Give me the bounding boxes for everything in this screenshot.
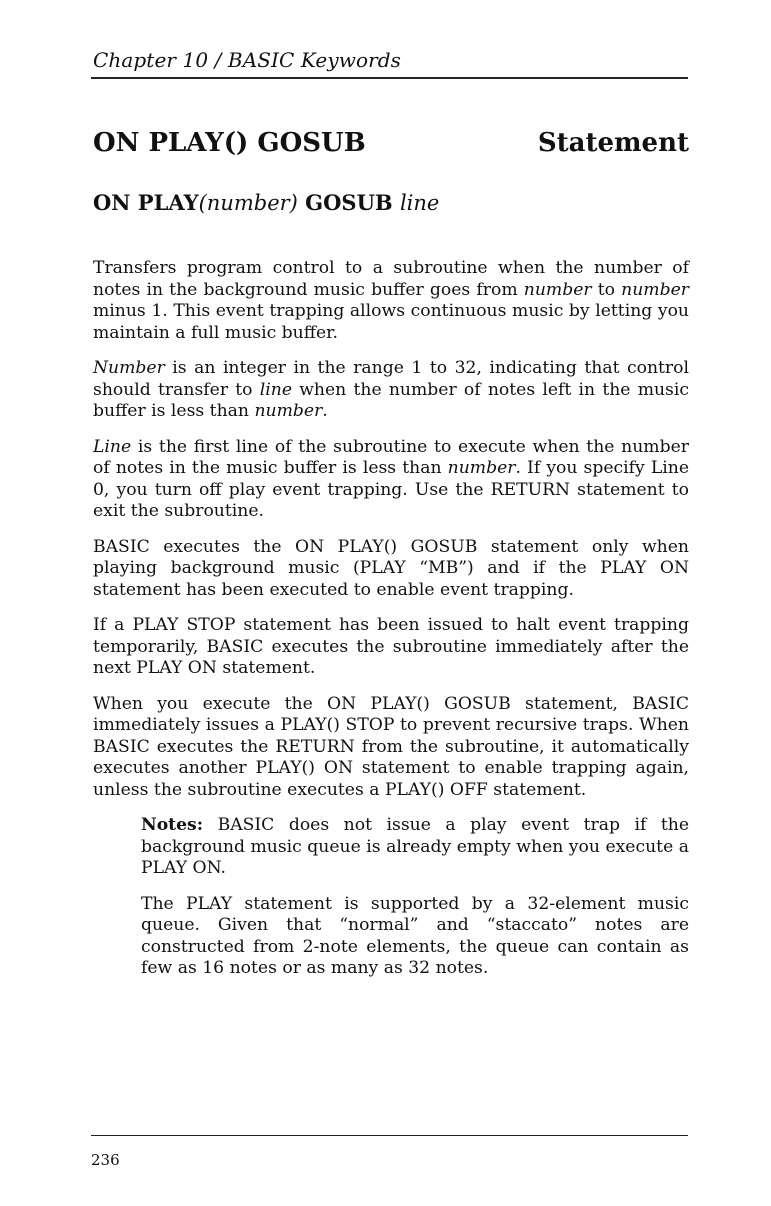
- keyword-title: ON PLAY() GOSUB: [93, 128, 366, 158]
- header-rule: [91, 77, 688, 79]
- syntax-arg-number: (number): [198, 191, 298, 215]
- title-row: [93, 128, 689, 158]
- notes-label: Notes:: [141, 815, 204, 835]
- footer-rule: [91, 1135, 688, 1136]
- chapter-header: Chapter 10 / BASIC Keywords: [93, 48, 402, 72]
- notes-block: [141, 815, 689, 980]
- paragraph-line: Line is the first line of the subroutine to execute when the number of notes in the music buffer is less than number. If you specify Line 0, you turn off play event trapping. Use the RETURN statement to exit the subroutine.: [93, 436, 690, 521]
- syntax-arg-line: line: [399, 191, 440, 215]
- note-1: Notes: BASIC does not issue a play event trap if the background music queue is already empty when you execute a PLAY ON.: [141, 815, 689, 878]
- syntax-keyword-gosub: GOSUB: [297, 190, 400, 215]
- keyword-type: Statement: [537, 128, 689, 158]
- syntax-keyword-on-play: ON PLAY: [93, 190, 199, 215]
- paragraph-background-music: BASIC executes the ON PLAY() GOSUB statement only when playing background music (PLAY “MB”) and if the PLAY ON statement has been executed to enable event trapping.: [93, 536, 689, 600]
- page-number: 236: [91, 1151, 120, 1169]
- paragraph-play-stop: If a PLAY STOP statement has been issued to halt event trapping temporarily, BASIC executes the subroutine immediately after the next PLAY ON statement.: [93, 615, 689, 678]
- body-text: [93, 258, 689, 994]
- paragraph-recursion: When you execute the ON PLAY() GOSUB statement, BASIC immediately issues a PLAY() STOP to prevent recursive traps. When BASIC executes the RETURN from the subroutine, it automatically executes another PLAY() ON statement to enable trapping again, unless the subroutine executes a PLAY() OFF statement.: [93, 693, 689, 800]
- note-2: The PLAY statement is supported by a 32-element music queue. Given that “normal” and “staccato” notes are constructed from 2-note elements, the queue can contain as few as 16 notes or as many as 32 notes.: [141, 893, 689, 978]
- paragraph-number: Number is an integer in the range 1 to 32, indicating that control should transfer to line when the number of notes left in the music buffer is less than number.: [93, 358, 689, 421]
- syntax-line: [93, 190, 439, 215]
- paragraph-description: Transfers program control to a subroutine when the number of notes in the background music buffer goes from number to number minus 1. This event trapping allows continuous music by letting you maintain a full music buffer.: [93, 258, 689, 343]
